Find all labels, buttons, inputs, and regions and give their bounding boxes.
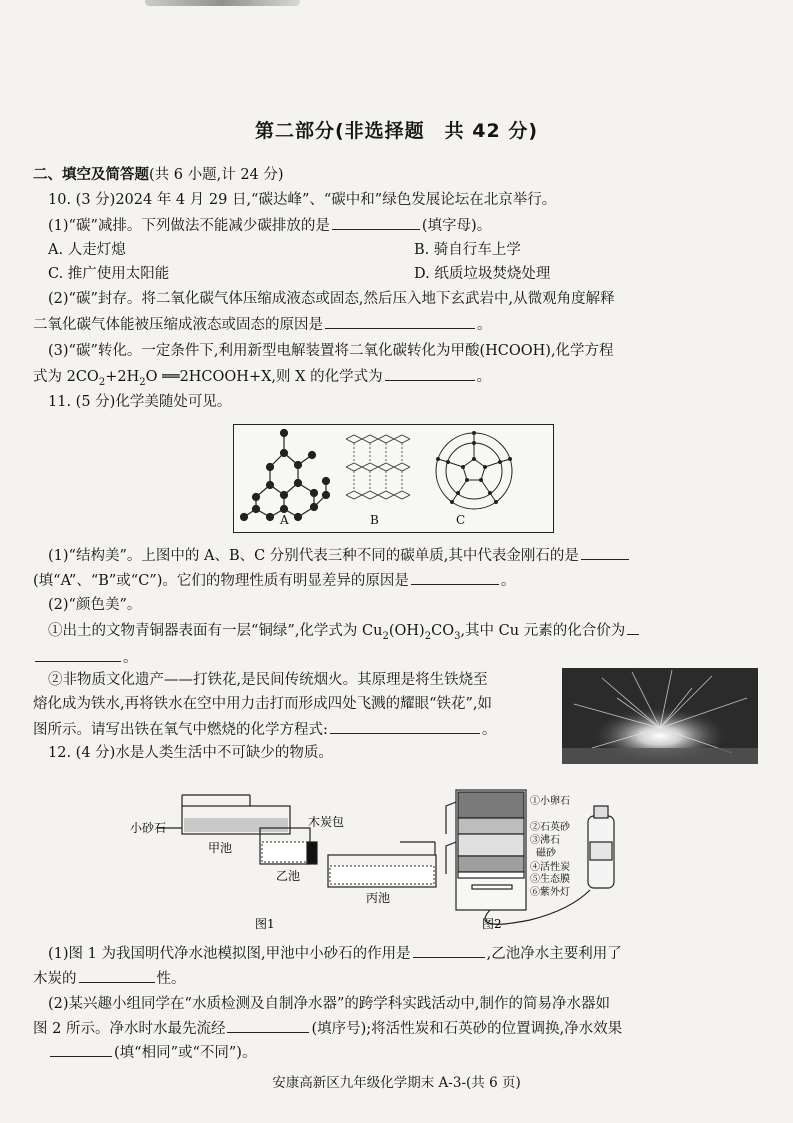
- q10-eq-sub-a: 2: [98, 376, 106, 388]
- fig2-layer-3b: 磁砂: [536, 848, 556, 859]
- q10-part3-tail: 。: [476, 369, 492, 385]
- q10-part3-blank: [385, 366, 475, 381]
- q10-part3-line1: (3)“碳”转化。一定条件下,利用新型电解装置将二氧化碳转化为甲酸(HCOOH),化学方程: [48, 343, 614, 359]
- q10-part2-text: 二氧化碳气体能被压缩成液态或固态的原因是: [33, 317, 323, 333]
- q11-part2a-blank: [35, 647, 121, 662]
- q11-part1-tail: 。: [500, 573, 516, 589]
- q11-part1-blank1: [581, 545, 629, 560]
- fig-label-c: C: [456, 513, 466, 527]
- carbon-allotropes-figure: [233, 424, 554, 533]
- fig2-filter: [446, 790, 614, 924]
- fig-label-b: B: [370, 513, 379, 527]
- q12-part1-line1: [48, 943, 622, 964]
- q11-part1-blank2: [411, 570, 499, 585]
- q12-part2-line2: [33, 1018, 622, 1039]
- q11-part2b-tail: 。: [481, 722, 497, 738]
- q10-part1-text: (1)“碳”减排。下列做法不能减少碳排放的是: [48, 218, 330, 234]
- q12-part2-line3-tail: (填“相同”或“不同”)。: [114, 1045, 257, 1061]
- fig1-label-small-stone: 小砂石: [130, 821, 167, 835]
- iron-flower-photo: [562, 668, 758, 764]
- q12-part2-line1: (2)某兴趣小组同学在“水质检测及自制净水器”的跨学科实践活动中,制作的简易净水器如: [48, 996, 610, 1012]
- q10-eq-pre: 式为 2CO: [33, 369, 99, 385]
- part-title: 第二部分(非选择题 共 42 分): [254, 120, 539, 142]
- q10-part2-line2: [33, 314, 492, 335]
- section-heading: [33, 165, 284, 185]
- iron-flower-svg: [562, 668, 758, 764]
- q12-part2-line3: [48, 1042, 256, 1063]
- fig-label-a: A: [280, 513, 289, 527]
- fig2-caption: 图2: [482, 917, 502, 931]
- q12-part2-line2-tail: (填序号);将活性炭和石英砂的位置调换,净水效果: [311, 1021, 623, 1037]
- q11-part1-line1: [48, 545, 631, 566]
- q12-part1-text: (1)图 1 为我国明代净水池模拟图,甲池中小砂石的作用是: [48, 946, 411, 962]
- section-heading-note: (共 6 小题,计 24 分): [149, 167, 284, 183]
- q10-eq-mid2: O ══2HCOOH+X,则 X 的化学式为: [145, 369, 383, 385]
- q11-part2b-text: 图所示。请写出铁在氧气中燃烧的化学方程式:: [33, 722, 328, 738]
- q11-part2a-pre: ①出土的文物青铜器表面有一层“铜绿”,化学式为 Cu: [48, 623, 383, 639]
- q10-option-c: C. 推广使用太阳能: [48, 266, 170, 282]
- q11-stem: 11. (5 分)化学美随处可见。: [48, 394, 232, 410]
- fig1-label-pool-c: 丙池: [366, 891, 391, 905]
- q11-part2a-tail1: ,其中 Cu 元素的化合价为: [460, 623, 626, 639]
- q10-part3-line2: [33, 366, 491, 393]
- q12-part1-blank2: [79, 968, 155, 983]
- diamond-structure: [241, 430, 330, 521]
- q10-eq-mid1: +2H: [105, 369, 140, 385]
- q11-part2a-line2: [33, 647, 138, 668]
- fig1-caption: 图1: [255, 917, 275, 931]
- q11-part2b-line2: 熔化成为铁水,再将铁水在空中用力击打而形成四处飞溅的耀眼“铁花”,如: [33, 696, 493, 712]
- q11-part1-text2: (填“A”、“B”或“C”)。它们的物理性质有明显差异的原因是: [33, 573, 409, 589]
- q10-part2-line1: (2)“碳”封存。将二氧化碳气体压缩成液态或固态,然后压入地下玄武岩中,从微观角度解释: [48, 291, 615, 307]
- fig2-layer-1: ①小卵石: [530, 796, 570, 807]
- q12-part1-line2-pre: 木炭的: [33, 971, 77, 987]
- q10-stem: 10. (3 分)2024 年 4 月 29 日,“碳达峰”、“碳中和”绿色发展论坛在北京举行。: [48, 192, 557, 208]
- q10-part2-blank: [325, 314, 475, 329]
- fig2-layer-5: ⑤生态膜: [530, 874, 570, 885]
- q11-part2b-line1: ②非物质文化遗产——打铁花,是民间传统烟火。其原理是将生铁烧至: [48, 672, 488, 688]
- fig2-layer-2: ②石英砂: [530, 822, 570, 833]
- q12-part1-mid: ,乙池净水主要利用了: [486, 946, 622, 962]
- q12-part2-blank1: [227, 1018, 309, 1033]
- page-footer: 安康高新区九年级化学期末 A-3-(共 6 页): [272, 1075, 521, 1091]
- q11-part1-line2: [33, 570, 515, 591]
- fig1-label-pool-a: 甲池: [208, 841, 233, 855]
- fullerene-atoms: [436, 431, 512, 504]
- q10-option-b: B. 骑自行车上学: [414, 242, 521, 258]
- section-heading-label: 二、填空及简答题: [33, 167, 149, 183]
- q11-part2a-line1: [48, 620, 641, 647]
- q11-oh-sub: 2: [424, 630, 432, 642]
- water-purification-figures: [100, 780, 700, 940]
- q11-cu-sub: 2: [382, 630, 389, 642]
- q11-part2a-tail: 。: [123, 650, 138, 666]
- q11-co-sub: 3: [454, 630, 461, 642]
- q12-part1-blank1: [413, 943, 485, 958]
- q12-part1-line2: [33, 968, 186, 989]
- q11-part2b-line3: [33, 719, 496, 740]
- q12-part1-line2-tail: 性。: [156, 971, 186, 987]
- q11-part2a-blank-start: [627, 620, 639, 635]
- q11-part2: (2)“颜色美”。: [48, 597, 142, 613]
- q11-co: CO: [431, 623, 455, 639]
- q11-oh: (OH): [388, 623, 425, 639]
- q10-option-a: A. 人走灯熄: [48, 242, 126, 258]
- scan-smudge: [145, 0, 300, 6]
- fig1-label-pool-b: 乙池: [276, 869, 301, 883]
- q10-part1-tail: (填字母)。: [421, 218, 492, 234]
- q10-part1: [48, 215, 491, 236]
- q11-part1-text: (1)“结构美”。上图中的 A、B、C 分别代表三种不同的碳单质,其中代表金刚石的是: [48, 548, 579, 564]
- q12-stem: 12. (4 分)水是人类生活中不可缺少的物质。: [48, 745, 333, 761]
- q12-part2-blank2: [50, 1042, 112, 1057]
- q10-part2-tail: 。: [477, 317, 492, 333]
- q11-part2b-blank: [330, 719, 480, 734]
- fig2-layer-4: ④活性炭: [530, 862, 570, 873]
- q10-part1-blank: [332, 215, 420, 230]
- q10-eq-sub-b: 2: [139, 376, 146, 388]
- q12-part2-line2-pre: 图 2 所示。净水时水最先流经: [33, 1021, 226, 1037]
- fig1-label-charcoal: 木炭包: [308, 815, 345, 829]
- fig2-layer-3: ③沸石: [530, 835, 560, 846]
- q10-option-d: D. 纸质垃圾焚烧处理: [414, 266, 551, 282]
- graphite-structure: [346, 435, 410, 499]
- fig2-layer-6: ⑥紫外灯: [530, 887, 570, 898]
